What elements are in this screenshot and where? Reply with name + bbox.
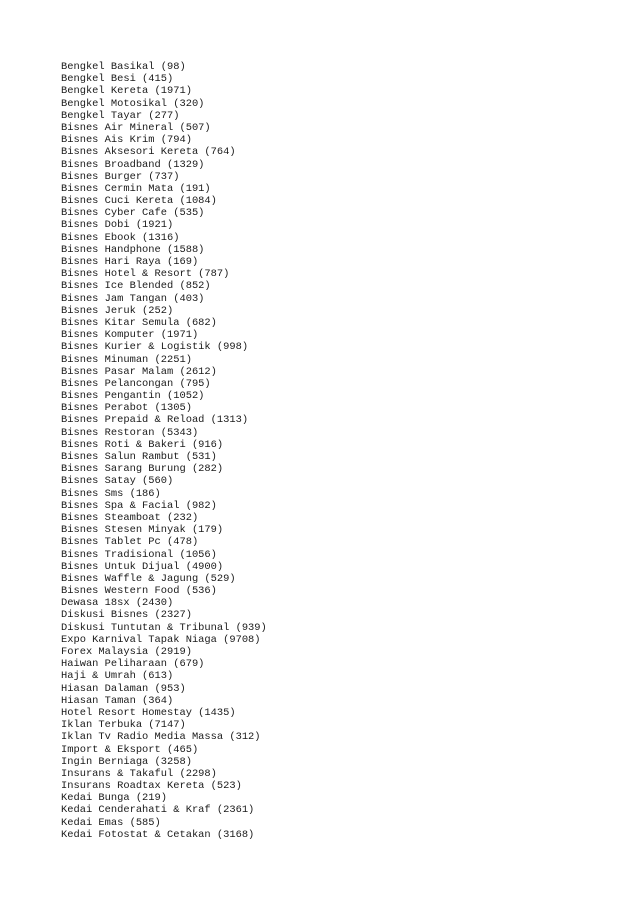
category-entry: Bisnes Jam Tangan (403) bbox=[61, 292, 205, 305]
category-entry: Dewasa 18sx (2430) bbox=[61, 597, 174, 610]
category-entry: Bisnes Broadband (1329) bbox=[61, 158, 205, 171]
category-entry: Bisnes Restoran (5343) bbox=[61, 426, 199, 439]
category-entry: Bisnes Stesen Minyak (179) bbox=[61, 524, 224, 537]
category-entry: Bengkel Basikal (98) bbox=[61, 61, 186, 73]
category-entry: Bisnes Komputer (1971) bbox=[61, 329, 199, 342]
category-entry: Bisnes Cermin Mata (191) bbox=[61, 182, 211, 195]
category-entry: Hotel Resort Homestay (1435) bbox=[61, 706, 236, 719]
category-entry: Insurans & Takaful (2298) bbox=[61, 767, 217, 780]
category-entry: Hiasan Taman (364) bbox=[61, 694, 174, 707]
category-entry: Bisnes Ebook (1316) bbox=[61, 231, 180, 244]
category-entry: Bisnes Handphone (1588) bbox=[61, 243, 205, 256]
category-entry: Haiwan Peliharaan (679) bbox=[61, 658, 205, 671]
category-entry: Forex Malaysia (2919) bbox=[61, 646, 192, 658]
category-entry: Bisnes Pelancongan (795) bbox=[61, 377, 211, 390]
category-entry: Bisnes Sarang Burung (282) bbox=[61, 463, 224, 476]
category-list bbox=[61, 61, 621, 841]
category-entry: Bengkel Tayar (277) bbox=[61, 109, 180, 122]
category-entry: Bisnes Pengantin (1052) bbox=[61, 390, 205, 403]
category-entry: Import & Eksport (465) bbox=[61, 743, 199, 756]
category-entry: Bisnes Steamboat (232) bbox=[61, 511, 199, 524]
category-entry: Hiasan Dalaman (953) bbox=[61, 682, 186, 695]
category-entry: Bisnes Waffle & Jagung (529) bbox=[61, 572, 236, 585]
category-entry: Bisnes Aksesori Kereta (764) bbox=[61, 146, 236, 159]
category-entry: Bisnes Perabot (1305) bbox=[61, 402, 192, 415]
category-entry: Bisnes Salun Rambut (531) bbox=[61, 451, 217, 463]
category-entry: Bisnes Kurier & Logistik (998) bbox=[61, 341, 249, 354]
category-entry: Bengkel Kereta (1971) bbox=[61, 85, 192, 98]
category-entry: Bisnes Pasar Malam (2612) bbox=[61, 365, 217, 378]
category-entry: Diskusi Tuntutan & Tribunal (939) bbox=[61, 621, 267, 634]
category-entry: Bisnes Ice Blended (852) bbox=[61, 280, 211, 293]
category-entry: Bengkel Motosikal (320) bbox=[61, 97, 205, 110]
category-entry: Iklan Tv Radio Media Massa (312) bbox=[61, 731, 261, 744]
category-entry: Ingin Berniaga (3258) bbox=[61, 755, 192, 768]
category-entry: Bisnes Sms (186) bbox=[61, 487, 161, 500]
category-entry: Bisnes Tablet Pc (478) bbox=[61, 536, 199, 549]
category-entry: Kedai Bunga (219) bbox=[61, 792, 168, 805]
category-entry: Kedai Cenderahati & Kraf (2361) bbox=[61, 804, 255, 817]
category-entry: Bisnes Western Food (536) bbox=[61, 585, 217, 598]
category-entry: Bisnes Jeruk (252) bbox=[61, 304, 174, 317]
category-entry: Insurans Roadtax Kereta (523) bbox=[61, 780, 242, 793]
category-entry: Bisnes Cyber Cafe (535) bbox=[61, 207, 205, 220]
category-entry: Bisnes Untuk Dijual (4900) bbox=[61, 560, 224, 573]
category-entry: Bisnes Prepaid & Reload (1313) bbox=[61, 414, 249, 427]
category-entry: Diskusi Bisnes (2327) bbox=[61, 609, 192, 622]
category-entry: Bisnes Minuman (2251) bbox=[61, 353, 192, 366]
category-entry: Bisnes Cuci Kereta (1084) bbox=[61, 195, 217, 208]
category-entry: Iklan Terbuka (7147) bbox=[61, 719, 186, 732]
category-entry: Bisnes Ais Krim (794) bbox=[61, 134, 192, 147]
category-entry: Bisnes Spa & Facial (982) bbox=[61, 499, 217, 512]
category-entry: Bisnes Hari Raya (169) bbox=[61, 256, 199, 268]
category-entry: Bisnes Satay (560) bbox=[61, 475, 174, 488]
category-entry: Bisnes Tradisional (1056) bbox=[61, 548, 217, 561]
category-entry: Expo Karnival Tapak Niaga (9708) bbox=[61, 633, 261, 646]
category-entry: Bisnes Burger (737) bbox=[61, 170, 180, 183]
category-entry: Bisnes Air Mineral (507) bbox=[61, 121, 211, 134]
category-entry: Bisnes Dobi (1921) bbox=[61, 219, 174, 232]
category-entry: Bisnes Roti & Bakeri (916) bbox=[61, 438, 224, 451]
category-entry: Bengkel Besi (415) bbox=[61, 73, 174, 86]
category-entry: Bisnes Kitar Semula (682) bbox=[61, 316, 217, 329]
category-entry: Kedai Fotostat & Cetakan (3168) bbox=[61, 828, 255, 841]
category-entry: Kedai Emas (585) bbox=[61, 816, 161, 829]
category-entry: Bisnes Hotel & Resort (787) bbox=[61, 268, 230, 281]
category-entry: Haji & Umrah (613) bbox=[61, 670, 174, 683]
